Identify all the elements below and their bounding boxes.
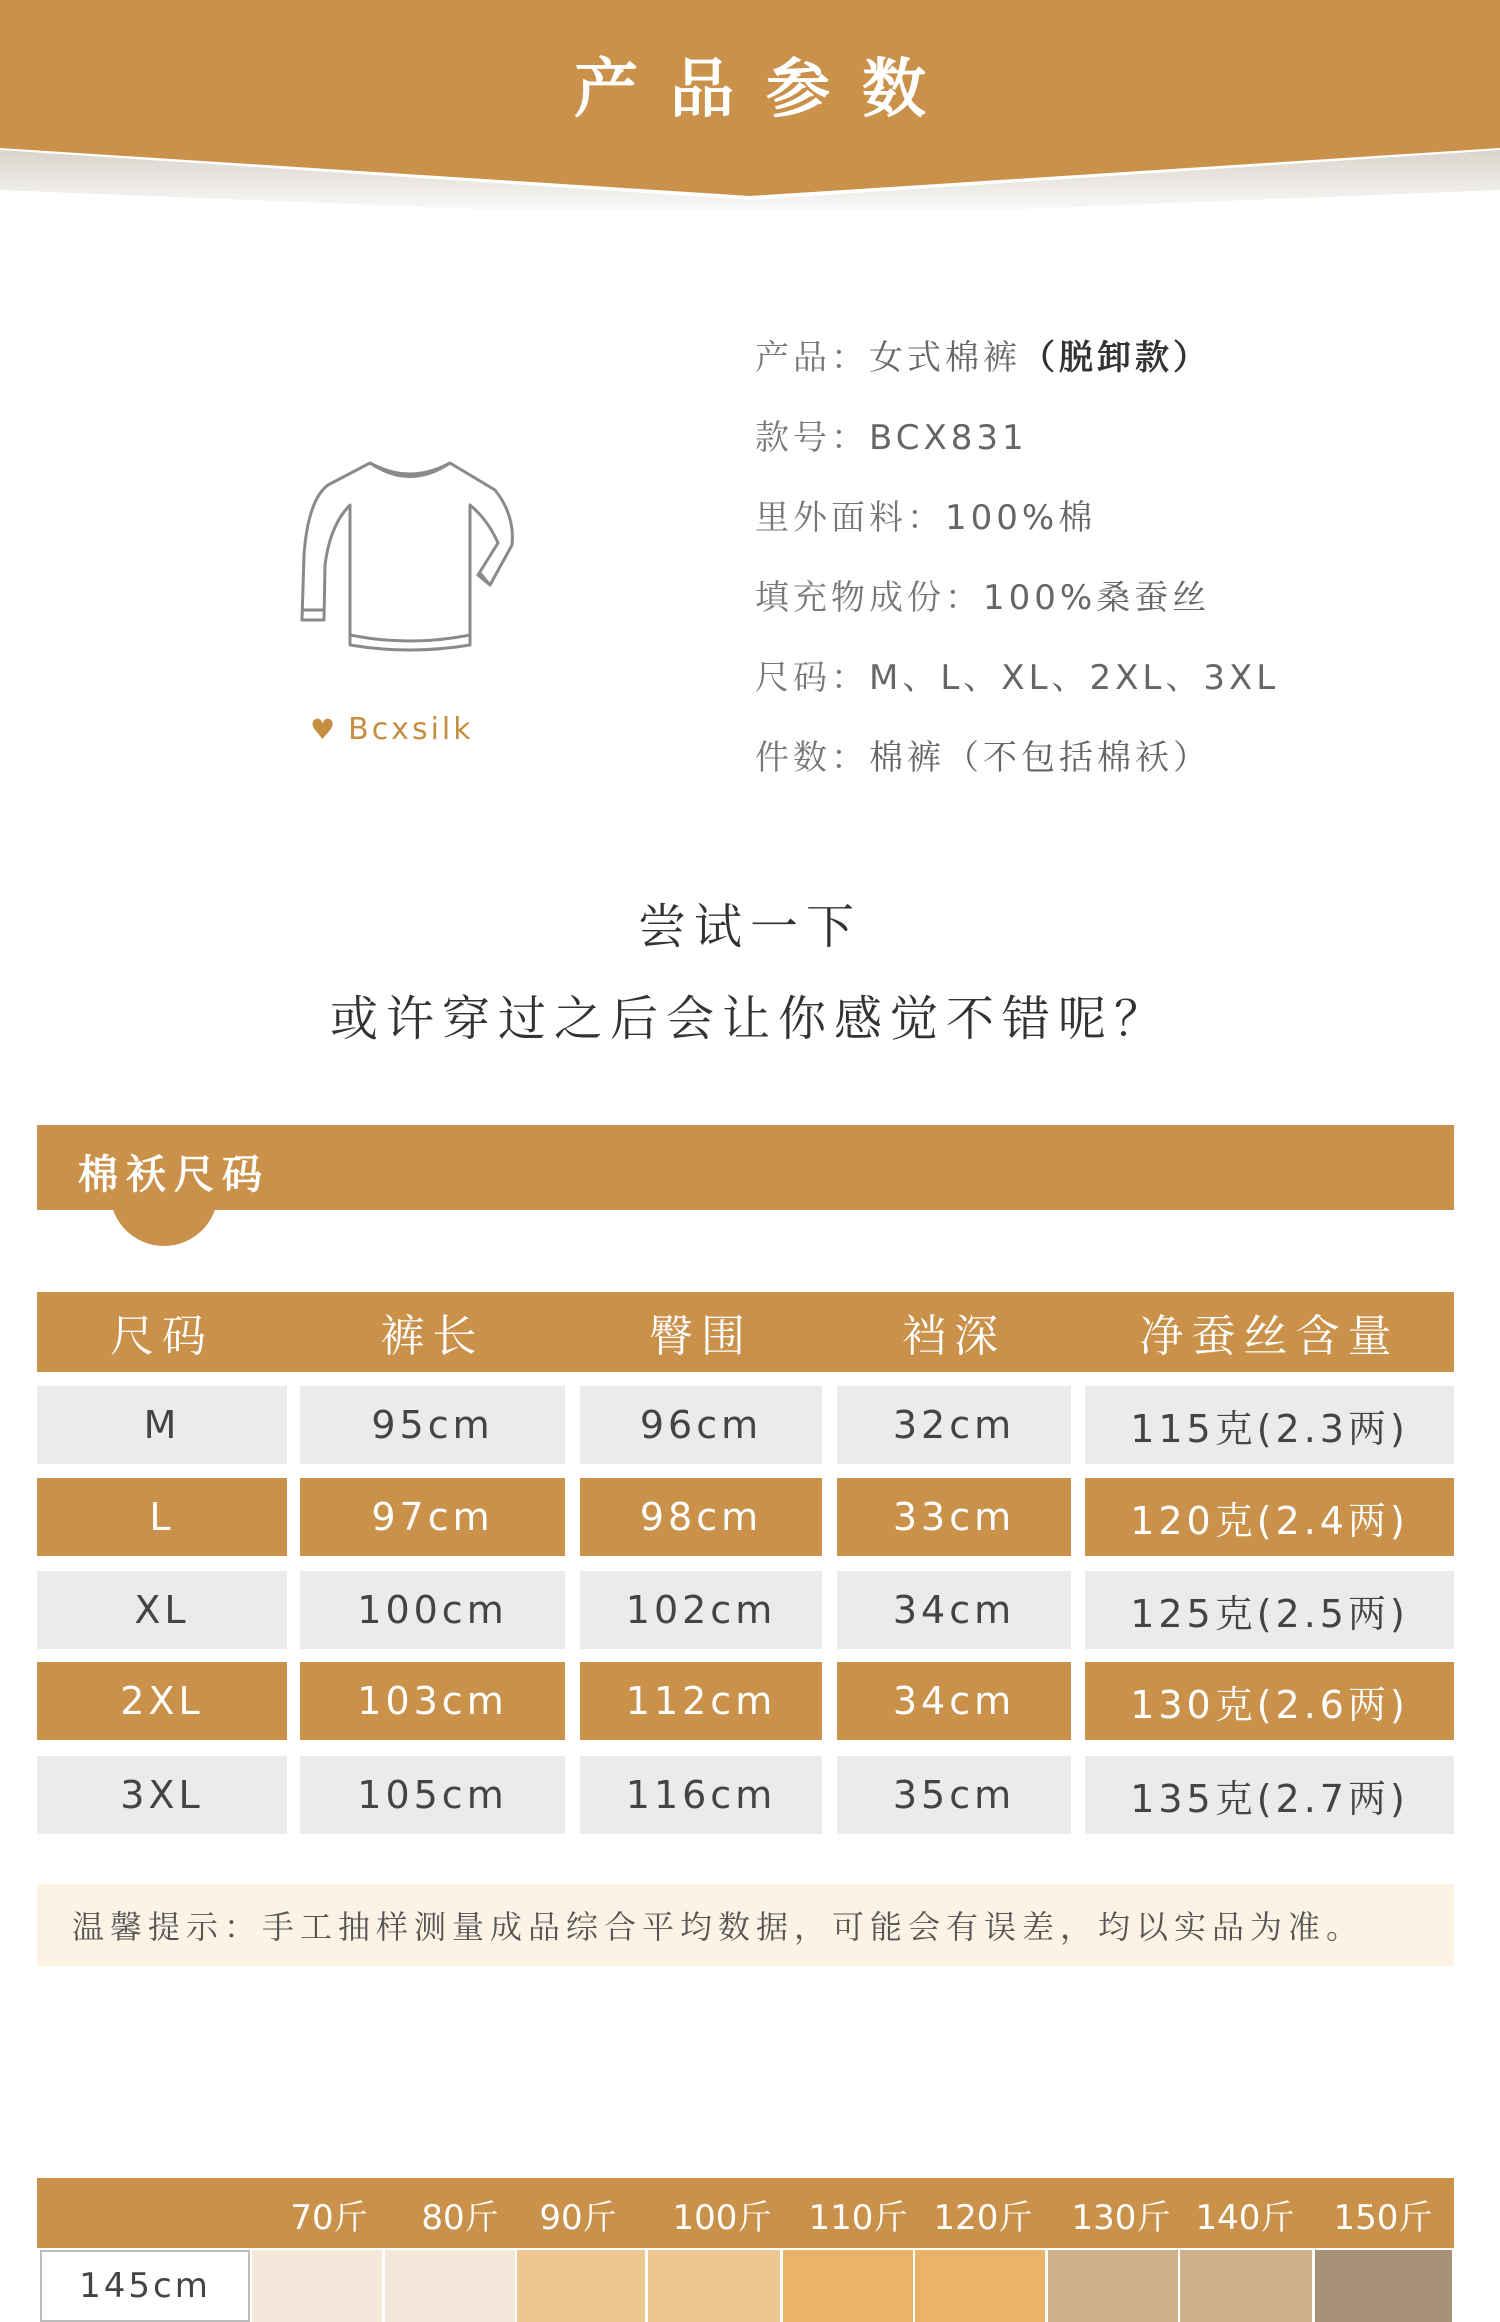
table-cell: 130克(2.6两) [1085, 1662, 1454, 1740]
table-cell: 3XL [37, 1756, 287, 1834]
info-value: BCX831 [869, 418, 1028, 458]
info-key: 填充物成份： [755, 578, 983, 618]
tagline-line1: 尝试一下 [637, 899, 862, 955]
info-value: 棉裤（不包括棉袄） [869, 738, 1211, 778]
section-title: 棉袄尺码 [78, 1152, 270, 1198]
table-cell: 35cm [837, 1756, 1071, 1834]
info-row-pieces [755, 730, 1279, 810]
product-info-list [755, 330, 1279, 810]
header-banner [0, 0, 1500, 210]
weight-color-cell [1180, 2250, 1312, 2322]
table-cell: 103cm [300, 1662, 565, 1740]
weight-header: 140斤 [1195, 2198, 1295, 2238]
info-key: 件数： [755, 738, 869, 778]
weight-header: 70斤 [290, 2198, 368, 2238]
table-cell: 98cm [580, 1478, 822, 1556]
table-cell: 95cm [300, 1386, 565, 1464]
table-cell: 116cm [580, 1756, 822, 1834]
table-cell: 120克(2.4两) [1085, 1478, 1454, 1556]
tagline-line2: 或许穿过之后会让你感觉不错呢？ [329, 991, 1170, 1047]
sweater-icon [290, 445, 530, 675]
weight-header: 130斤 [1071, 2198, 1171, 2238]
garment-illustration [290, 445, 530, 675]
column-header-silk: 净蚕丝含量 [1139, 1311, 1400, 1362]
info-key: 里外面料： [755, 498, 945, 538]
table-cell: 33cm [837, 1478, 1071, 1556]
weight-color-cell [915, 2250, 1045, 2322]
info-row-sizes [755, 650, 1279, 730]
table-cell: 32cm [837, 1386, 1071, 1464]
weight-header: 80斤 [421, 2198, 499, 2238]
table-cell: 102cm [580, 1571, 822, 1649]
info-extra: （脱卸款） [1021, 338, 1211, 378]
table-cell: 34cm [837, 1571, 1071, 1649]
table-cell: 125克(2.5两) [1085, 1571, 1454, 1649]
weight-color-cell [648, 2250, 780, 2322]
page-title: 产品参数 [574, 53, 958, 127]
weight-color-cell [252, 2250, 382, 2322]
info-key: 款号： [755, 418, 869, 458]
weight-color-cell [1315, 2250, 1452, 2322]
table-cell: 2XL [37, 1662, 287, 1740]
height-row-label: 145cm [40, 2250, 250, 2322]
weight-header: 110斤 [808, 2198, 908, 2238]
table-cell: 112cm [580, 1662, 822, 1740]
weight-header: 120斤 [933, 2198, 1033, 2238]
info-row-fabric [755, 490, 1279, 570]
table-cell: M [37, 1386, 287, 1464]
table-cell: XL [37, 1571, 287, 1649]
weight-color-cell [385, 2250, 515, 2322]
info-row-filling [755, 570, 1279, 650]
info-value: 100%棉 [945, 498, 1097, 538]
brand-logo [310, 712, 474, 747]
measurement-note: 温馨提示：手工抽样测量成品综合平均数据，可能会有误差，均以实品为准。 [37, 1884, 1454, 1966]
weight-header: 150斤 [1333, 2198, 1433, 2238]
info-row-product [755, 330, 1279, 410]
table-cell: 100cm [300, 1571, 565, 1649]
info-value: 女式棉裤 [869, 338, 1021, 378]
weight-header: 100斤 [672, 2198, 772, 2238]
info-row-style-number [755, 410, 1279, 490]
table-cell: L [37, 1478, 287, 1556]
weight-color-cell [517, 2250, 645, 2322]
table-cell: 97cm [300, 1478, 565, 1556]
info-key: 尺码： [755, 658, 869, 698]
brand-name: Bcxsilk [348, 712, 474, 747]
table-cell: 34cm [837, 1662, 1071, 1740]
heart-icon: ♥ [310, 713, 339, 746]
info-value: 100%桑蚕丝 [983, 578, 1211, 618]
weight-header: 90斤 [539, 2198, 617, 2238]
column-header-rise: 裆深 [902, 1311, 1006, 1362]
weight-color-cell [783, 2250, 913, 2322]
info-key: 产品： [755, 338, 869, 378]
column-header-length: 裤长 [380, 1311, 485, 1362]
table-cell: 96cm [580, 1386, 822, 1464]
info-value: M、L、XL、2XL、3XL [869, 658, 1280, 698]
weight-color-cell [1048, 2250, 1178, 2322]
table-cell: 135克(2.7两) [1085, 1756, 1454, 1834]
table-cell: 105cm [300, 1756, 565, 1834]
column-header-hip: 臀围 [649, 1311, 753, 1362]
table-cell: 115克(2.3两) [1085, 1386, 1454, 1464]
column-header-size: 尺码 [110, 1311, 214, 1362]
